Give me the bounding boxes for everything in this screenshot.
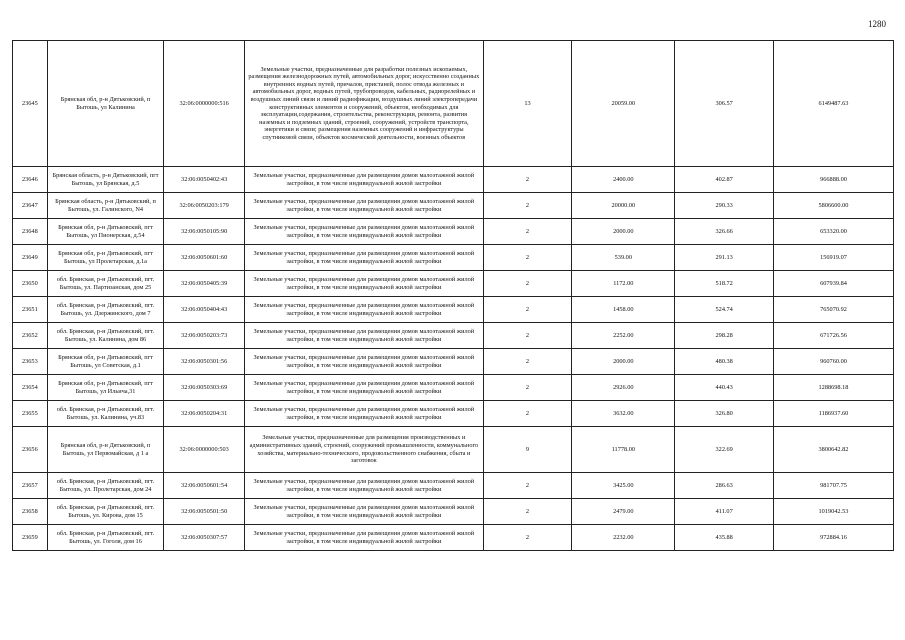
cell-id: 23653 [13, 349, 48, 375]
cell-specific-value: 518.72 [675, 271, 774, 297]
cell-land-purpose: Земельные участки, предназначенные для размещения домов малоэтажной жилой застройки, в том числе индивидуальной жилой застройки [244, 323, 483, 349]
cell-cadastral-value: 6149487.63 [774, 41, 894, 167]
cell-cadastral-number: 32:06:0050501:50 [164, 499, 245, 525]
cell-id: 23652 [13, 323, 48, 349]
cell-area: 2000.00 [572, 219, 675, 245]
cell-address: Брянская обл, р-н Дятьковский, п Бытошь, ул Первомайская, д 1 а [47, 427, 164, 473]
table-row [13, 525, 894, 551]
cell-id: 23655 [13, 401, 48, 427]
cell-id: 23645 [13, 41, 48, 167]
cell-specific-value: 322.69 [675, 427, 774, 473]
cell-use-group: 2 [483, 219, 572, 245]
table-row [13, 349, 894, 375]
cell-address: обл. Брянская, р-н Дятьковский, пгт. Бытошь, ул. Калинина, уч.83 [47, 401, 164, 427]
cell-cadastral-value: 5806600.00 [774, 193, 894, 219]
cell-specific-value: 480.38 [675, 349, 774, 375]
cell-use-group: 9 [483, 427, 572, 473]
cell-use-group: 2 [483, 193, 572, 219]
cell-land-purpose: Земельные участки, предназначенные для размещения домов малоэтажной жилой застройки, в том числе индивидуальной жилой застройки [244, 375, 483, 401]
cell-id: 23657 [13, 473, 48, 499]
cell-cadastral-number: 32:06:0050204:31 [164, 401, 245, 427]
cell-cadastral-number: 32:06:0050203:73 [164, 323, 245, 349]
cell-id: 23648 [13, 219, 48, 245]
cell-address: Брянская обл, р-н Дятьковский, пгт Бытошь, ул Пионерская, д.54 [47, 219, 164, 245]
cell-use-group: 2 [483, 401, 572, 427]
cell-cadastral-value: 607939.84 [774, 271, 894, 297]
cell-area: 1458.00 [572, 297, 675, 323]
cell-specific-value: 291.13 [675, 245, 774, 271]
cell-cadastral-number: 32:06:0050405:39 [164, 271, 245, 297]
cell-land-purpose: Земельные участки, предназначенные для размещения домов малоэтажной жилой застройки, в том числе индивидуальной жилой застройки [244, 167, 483, 193]
cell-address: обл. Брянская, р-н Дятьковский, пгт. Бытошь, ул. Пролетарская, дом 24 [47, 473, 164, 499]
table-row [13, 323, 894, 349]
cell-cadastral-value: 972884.16 [774, 525, 894, 551]
cell-address: Брянская обл, р-н Дятьковский, пгт Бытошь, ул Ильича,31 [47, 375, 164, 401]
cell-land-purpose: Земельные участки, предназначенные для размещения домов малоэтажной жилой застройки, в том числе индивидуальной жилой застройки [244, 245, 483, 271]
cell-use-group: 2 [483, 167, 572, 193]
table-row [13, 427, 894, 473]
cell-address: Брянская обл, р-н Дятьковский, пгт Бытошь, ул Пролетарская, д.1а [47, 245, 164, 271]
table-row [13, 193, 894, 219]
cell-area: 2000.00 [572, 349, 675, 375]
cell-cadastral-value: 981707.75 [774, 473, 894, 499]
cell-land-purpose: Земельные участки, предназначенные для разработки полезных ископаемых, размещения железнодорожных путей, автомобильных дорог, искусственно созданных внутренних водных путей, причалов, пристаней, полос отвода железных и автомобильных дорог, водных путей, трубопроводов, кабельных, радиорелейных и воздушных линий связи и линий радиофикации, воздушных линий электропередачи конструктивных элементов и сооружений, объектов, необходимых для эксплуатации,содержания, строительства, реконструкции, ремонта, развития наземных и подземных зданий, строений, сооружений, устройств транспорта, энергетики и связи; размещения наземных сооружений и инфраструктуры спутниковой связи, объектов космической деятельности, военных объектов [244, 41, 483, 167]
cell-id: 23649 [13, 245, 48, 271]
cell-area: 3425.00 [572, 473, 675, 499]
cell-area: 539.00 [572, 245, 675, 271]
cell-cadastral-value: 960760.00 [774, 349, 894, 375]
cell-id: 23650 [13, 271, 48, 297]
table-row [13, 297, 894, 323]
cell-id: 23658 [13, 499, 48, 525]
cell-address: обл. Брянская, р-н Дятьковский, пгт. Бытошь, ул. Гоголя, дом 16 [47, 525, 164, 551]
cell-cadastral-number: 32:06:0050307:57 [164, 525, 245, 551]
cell-area: 20059.00 [572, 41, 675, 167]
cell-cadastral-number: 32:06:0050303:69 [164, 375, 245, 401]
cell-use-group: 2 [483, 297, 572, 323]
cell-cadastral-number: 32:06:0050404:43 [164, 297, 245, 323]
cell-id: 23654 [13, 375, 48, 401]
cell-use-group: 2 [483, 245, 572, 271]
cell-id: 23656 [13, 427, 48, 473]
table-row [13, 271, 894, 297]
cell-cadastral-value: 765070.92 [774, 297, 894, 323]
cell-use-group: 2 [483, 271, 572, 297]
cell-cadastral-number: 32:06:0050203:179 [164, 193, 245, 219]
cell-specific-value: 326.80 [675, 401, 774, 427]
table-body [13, 41, 894, 551]
cell-cadastral-number: 32:06:0050105:90 [164, 219, 245, 245]
cell-land-purpose: Земельные участки, предназначенные для размещения домов малоэтажной жилой застройки, в том числе индивидуальной жилой застройки [244, 349, 483, 375]
cell-area: 20000.00 [572, 193, 675, 219]
table-row [13, 167, 894, 193]
cell-specific-value: 298.28 [675, 323, 774, 349]
cell-area: 2252.00 [572, 323, 675, 349]
land-registry-table [12, 40, 894, 551]
cell-specific-value: 326.66 [675, 219, 774, 245]
cell-use-group: 2 [483, 525, 572, 551]
cell-cadastral-number: 32:06:0050402:43 [164, 167, 245, 193]
cell-cadastral-value: 1186937.60 [774, 401, 894, 427]
cell-cadastral-number: 32:06:0050301:56 [164, 349, 245, 375]
cell-specific-value: 290.33 [675, 193, 774, 219]
cell-cadastral-number: 32:06:0050601:60 [164, 245, 245, 271]
cell-area: 2232.00 [572, 525, 675, 551]
cell-address: Брянская область, р-н Дятьковский, п Бытошь, ул. Галинского, N4 [47, 193, 164, 219]
cell-use-group: 2 [483, 473, 572, 499]
cell-area: 1172.00 [572, 271, 675, 297]
cell-area: 2479.00 [572, 499, 675, 525]
cell-address: Брянская обл, р-н Дятьковский, п Бытошь, ул Калинина [47, 41, 164, 167]
cell-cadastral-number: 32:06:0000000:516 [164, 41, 245, 167]
cell-cadastral-value: 966888.00 [774, 167, 894, 193]
cell-specific-value: 411.07 [675, 499, 774, 525]
cell-id: 23651 [13, 297, 48, 323]
table-row [13, 41, 894, 167]
cell-specific-value: 435.88 [675, 525, 774, 551]
table-row [13, 499, 894, 525]
table-row [13, 473, 894, 499]
cell-address: Брянская область, р-н Дятьковский, пгт Бытошь, ул Брянская, д.5 [47, 167, 164, 193]
cell-cadastral-value: 1288698.18 [774, 375, 894, 401]
cell-cadastral-number: 32:06:0050601:54 [164, 473, 245, 499]
cell-use-group: 2 [483, 499, 572, 525]
cell-id: 23646 [13, 167, 48, 193]
cell-address: Брянская обл, р-н Дятьковский, пгт Бытошь, ул Советская, д.1 [47, 349, 164, 375]
cell-address: обл. Брянская, р-н Дятьковский, пгт. Бытошь, ул. Калинина, дом 86 [47, 323, 164, 349]
cell-land-purpose: Земельные участки, предназначенные для размещения домов малоэтажной жилой застройки, в том числе индивидуальной жилой застройки [244, 297, 483, 323]
cell-use-group: 13 [483, 41, 572, 167]
cell-id: 23659 [13, 525, 48, 551]
cell-use-group: 2 [483, 349, 572, 375]
cell-area: 2400.00 [572, 167, 675, 193]
cell-use-group: 2 [483, 375, 572, 401]
table-row [13, 219, 894, 245]
cell-specific-value: 440.43 [675, 375, 774, 401]
cell-use-group: 2 [483, 323, 572, 349]
cell-id: 23647 [13, 193, 48, 219]
cell-address: обл. Брянская, р-н Дятьковский, пгт. Бытошь, ул. Дзержинского, дом 7 [47, 297, 164, 323]
page-number: 1280 [868, 19, 886, 29]
cell-area: 3632.00 [572, 401, 675, 427]
cell-specific-value: 524.74 [675, 297, 774, 323]
cell-cadastral-value: 671726.56 [774, 323, 894, 349]
cell-address: обл. Брянская, р-н Дятьковский, пгт. Бытошь, ул. Партизанская, дом 25 [47, 271, 164, 297]
cell-cadastral-value: 653320.00 [774, 219, 894, 245]
cell-land-purpose: Земельные участки, предназначенные для размещения домов малоэтажной жилой застройки, в том числе индивидуальной жилой застройки [244, 473, 483, 499]
cell-cadastral-value: 156919.07 [774, 245, 894, 271]
cell-cadastral-value: 1019042.53 [774, 499, 894, 525]
cell-area: 2926.00 [572, 375, 675, 401]
cell-land-purpose: Земельные участки, предназначенные для размещения домов малоэтажной жилой застройки, в том числе индивидуальной жилой застройки [244, 525, 483, 551]
cell-land-purpose: Земельные участки, предназначенные для размещения домов малоэтажной жилой застройки, в том числе индивидуальной жилой застройки [244, 219, 483, 245]
cell-land-purpose: Земельные участки, предназначенные для размещения домов малоэтажной жилой застройки, в том числе индивидуальной жилой застройки [244, 193, 483, 219]
table-row [13, 401, 894, 427]
table-row [13, 375, 894, 401]
cell-land-purpose: Земельные участки, предназначенные для размещения домов малоэтажной жилой застройки, в том числе индивидуальной жилой застройки [244, 401, 483, 427]
cell-land-purpose: Земельные участки, предназначенные для размещения производственных и административных зданий, строений, сооружений промышленности, коммунального хозяйства, материально-технического, продовольственного снабжения, сбыта и заготовок [244, 427, 483, 473]
cell-land-purpose: Земельные участки, предназначенные для размещения домов малоэтажной жилой застройки, в том числе индивидуальной жилой застройки [244, 499, 483, 525]
cell-cadastral-value: 3800642.82 [774, 427, 894, 473]
cell-land-purpose: Земельные участки, предназначенные для размещения домов малоэтажной жилой застройки, в том числе индивидуальной жилой застройки [244, 271, 483, 297]
cell-address: обл. Брянская, р-н Дятьковский, пгт. Бытошь, ул. Кирова, дом 15 [47, 499, 164, 525]
cell-area: 11778.00 [572, 427, 675, 473]
table-row [13, 245, 894, 271]
cell-specific-value: 306.57 [675, 41, 774, 167]
cell-cadastral-number: 32:06:0000000:503 [164, 427, 245, 473]
cell-specific-value: 402.87 [675, 167, 774, 193]
cell-specific-value: 286.63 [675, 473, 774, 499]
